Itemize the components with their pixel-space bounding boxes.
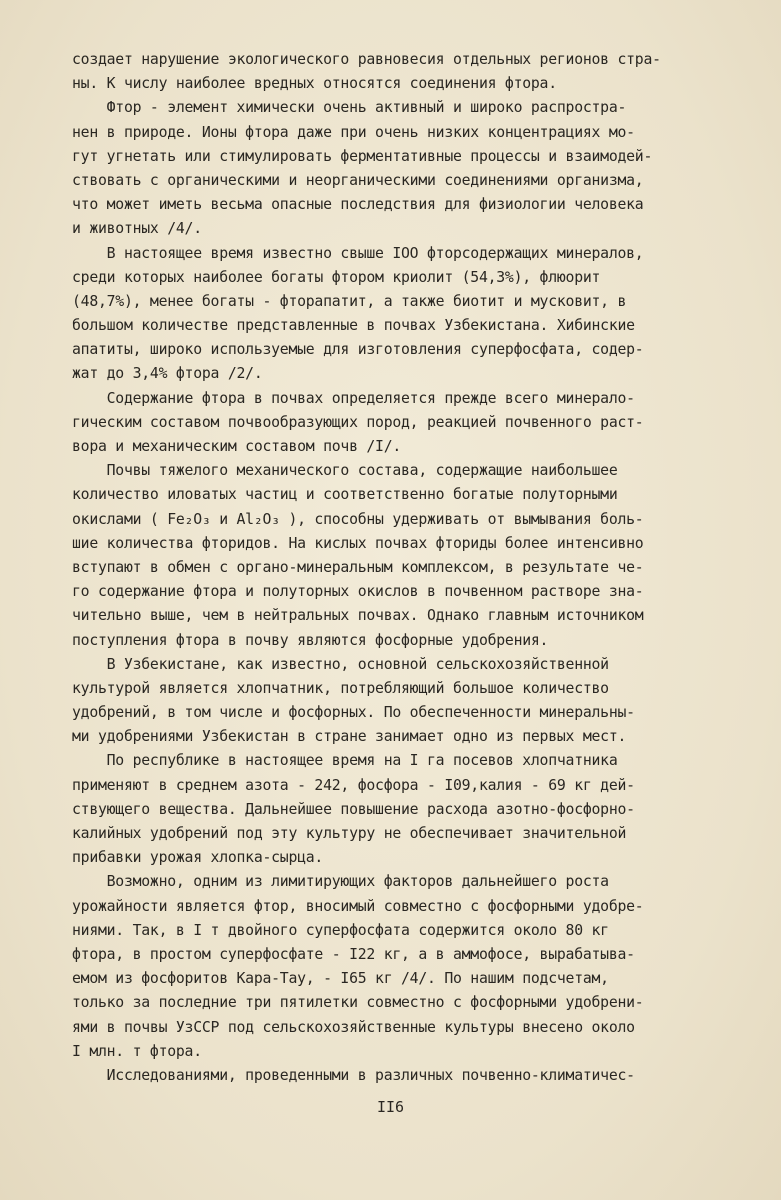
text-line: ствовать с органическими и неорганическими соединениями организма, xyxy=(72,171,644,189)
text-line: только за последние три пятилетки совместно с фосфорными удобрени- xyxy=(72,994,644,1012)
text-line: ями в почвы УзССР под сельскохозяйственные культуры внесено около xyxy=(72,1018,635,1036)
text-line: создает нарушение экологического равновесия отдельных регионов стра- xyxy=(72,51,661,68)
text-line: По республике в настоящее время на I га посевов хлопчатника xyxy=(72,752,618,770)
text-line: применяют в среднем азота - 242, фосфора - I09,калия - 69 кг дей- xyxy=(72,776,635,794)
text-line: апатиты, широко используемые для изготовления суперфосфата, содер- xyxy=(72,341,644,359)
text-line: удобрений, в том числе и фосфорных. По обеспеченности минеральны- xyxy=(72,704,635,722)
text-line: вступают в обмен с органо-минеральным комплексом, в результате че- xyxy=(72,558,644,576)
text-line: прибавки урожая хлопка-сырца. xyxy=(72,849,324,867)
text-line: жат до 3,4% фтора /2/. xyxy=(72,365,263,383)
text-line: В Узбекистане, как известно, основной сельскохозяйственной xyxy=(72,655,609,673)
text-line: емом из фосфоритов Кара-Тау, - I65 кг /4/. По нашим подсчетам, xyxy=(72,970,609,988)
text-line: шие количества фторидов. На кислых почвах фториды более интенсивно xyxy=(72,534,644,552)
text-line: окислами ( Fe₂O₃ и Al₂O₃ ), способны удерживать от вымывания боль- xyxy=(72,510,644,528)
text-line: ми удобрениями Узбекистан в стране занимает одно из первых мест. xyxy=(72,728,627,746)
text-line: большом количестве представленные в почвах Узбекистана. Хибинские xyxy=(72,317,635,335)
text-line: ствующего вещества. Дальнейшее повышение расхода азотно-фосфорно- xyxy=(72,800,635,818)
text-line: культурой является хлопчатник, потребляющий большое количество xyxy=(72,679,609,697)
text-line: ны. К числу наиболее вредных относятся соединения фтора. xyxy=(72,75,557,93)
text-line: среди которых наиболее богаты фтором криолит (54,3%), флюорит xyxy=(72,268,601,286)
text-line: го содержание фтора и полуторных окислов в почвенном растворе зна- xyxy=(72,583,644,601)
text-line: ниями. Так, в I т двойного суперфосфата содержится около 80 кг xyxy=(72,921,609,939)
text-line: (48,7%), менее богаты - фторапатит, а также биотит и мусковит, в xyxy=(72,292,627,310)
text-line: Исследованиями, проведенными в различных почвенно-климатичес- xyxy=(72,1066,635,1084)
text-line: количество иловатых частиц и соответственно богатые полуторными xyxy=(72,486,618,504)
text-line: фтора, в простом суперфосфате - I22 кг, а в аммофосе, вырабатыва- xyxy=(72,945,635,963)
text-line: I млн. т фтора. xyxy=(72,1042,202,1060)
body-text xyxy=(72,48,740,1088)
text-line: калийных удобрений под эту культуру не обеспечивает значительной xyxy=(72,825,627,842)
text-line: нен в природе. Ионы фтора даже при очень низких концентрациях мо- xyxy=(72,123,635,141)
text-line: и животных /4/. xyxy=(72,220,202,238)
text-line: урожайности является фтор, вносимый совместно с фосфорными удобре- xyxy=(72,897,644,915)
text-line: Содержание фтора в почвах определяется прежде всего минерало- xyxy=(72,389,635,407)
text-line: чительно выше, чем в нейтральных почвах. Однако главным источником xyxy=(72,607,644,625)
text-line: Фтор - элемент химически очень активный и широко распростра- xyxy=(72,99,627,117)
text-line: поступления фтора в почву являются фосфорные удобрения. xyxy=(72,631,549,649)
text-line: В настоящее время известно свыше IOO фторсодержащих минералов, xyxy=(72,244,644,262)
text-line: гут угнетать или стимулировать ферментативные процессы и взаимодей- xyxy=(72,147,653,165)
text-line: что может иметь весьма опасные последствия для физиологии человека xyxy=(72,196,644,214)
page-number: II6 xyxy=(376,1098,405,1116)
text-line: вора и механическим составом почв /I/. xyxy=(72,438,402,455)
text-line: Возможно, одним из лимитирующих факторов дальнейшего роста xyxy=(72,873,609,891)
text-line: Почвы тяжелого механического состава, содержащие наибольшее xyxy=(72,462,618,480)
text-line: гическим составом почвообразующих пород, реакцией почвенного раст- xyxy=(72,413,644,431)
